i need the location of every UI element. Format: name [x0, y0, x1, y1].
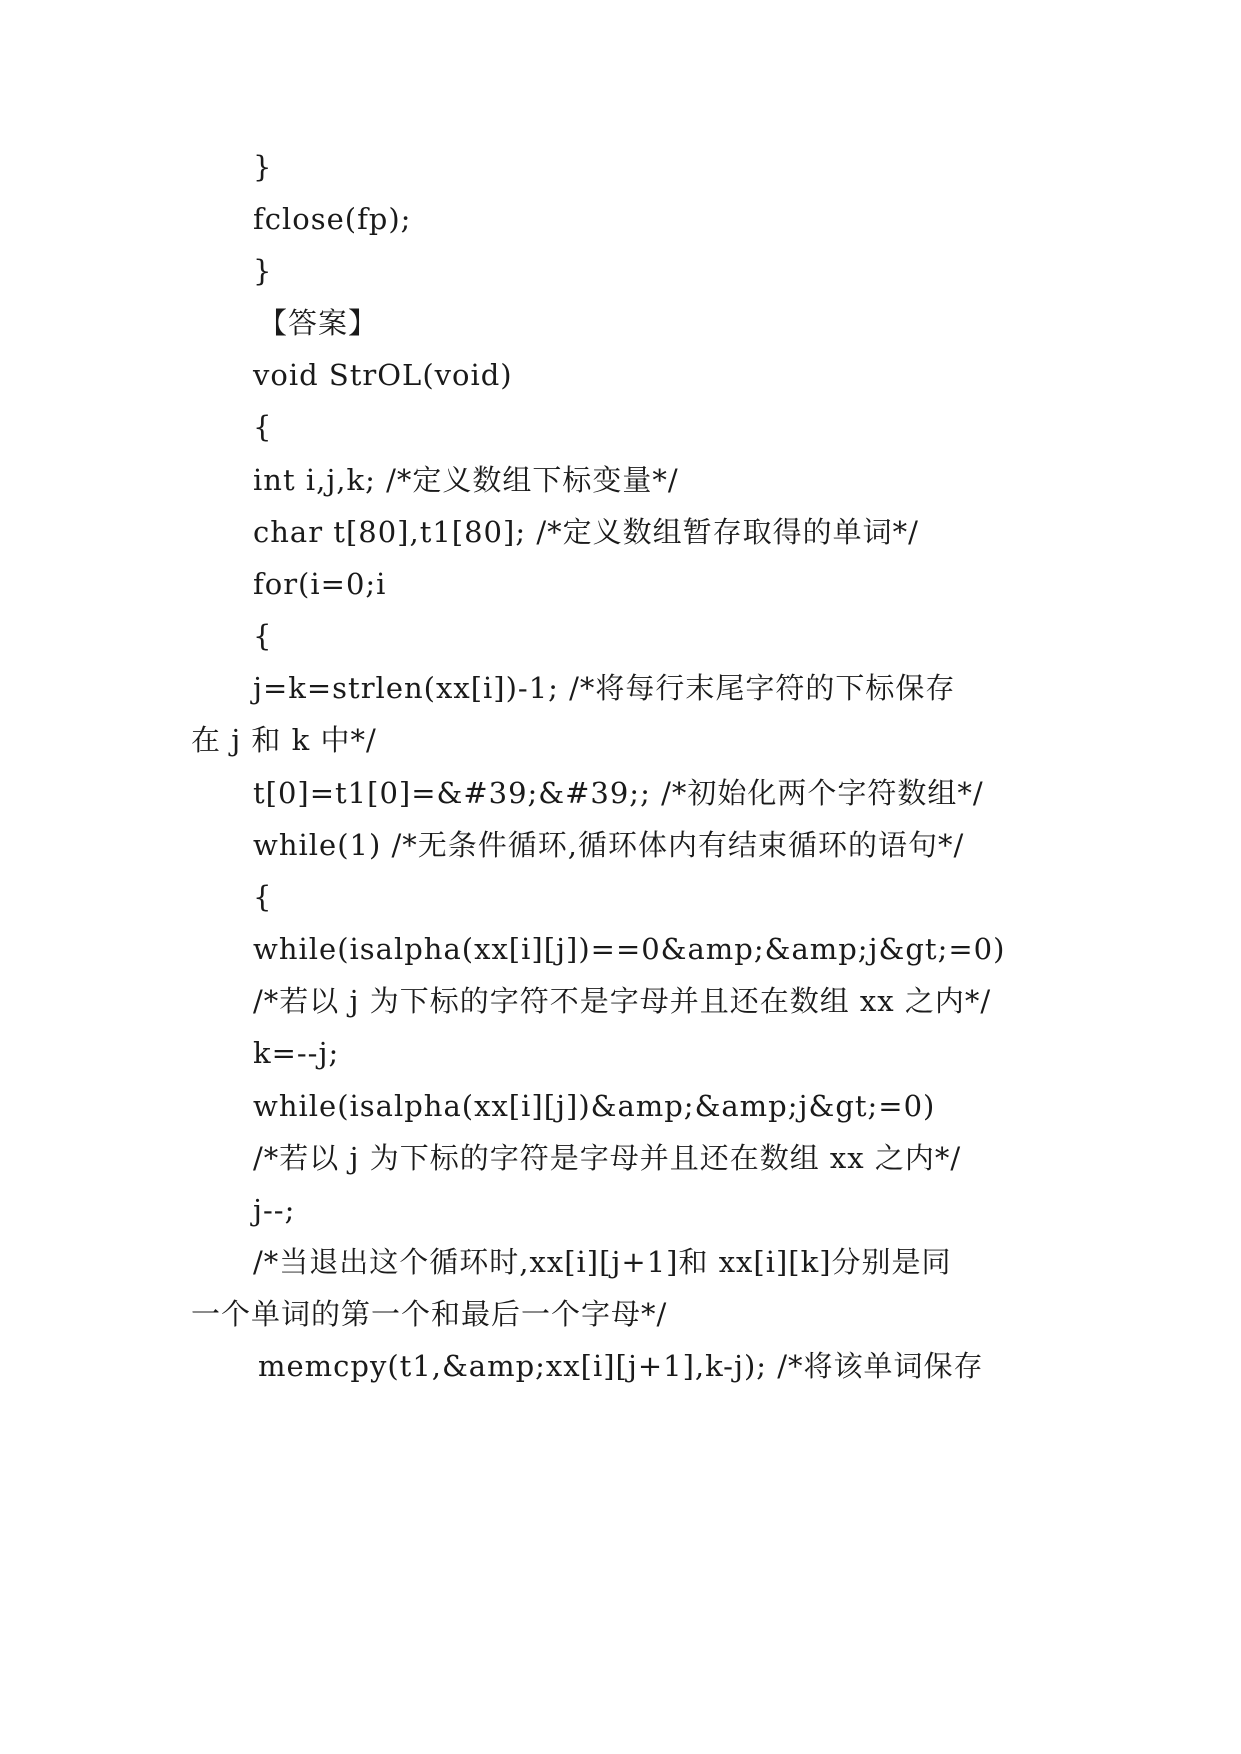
code-line-17: k=--j; — [253, 1036, 340, 1070]
code-line-15: while(isalpha(xx[i][j])==0&amp;&amp;j&gt;=0) — [253, 932, 1006, 966]
code-line-18: while(isalpha(xx[i][j])&amp;&amp;j&gt;=0) — [253, 1089, 936, 1123]
code-line-14: { — [253, 880, 273, 914]
code-line-22: memcpy(t1,&amp;xx[i][j+1],k-j); /*将该单词保存 — [258, 1349, 984, 1383]
code-line-5: void StrOL(void) — [253, 358, 513, 392]
code-line-12: t[0]=t1[0]=&#39;&#39;; /*初始化两个字符数组*/ — [253, 776, 984, 810]
code-line-13: while(1) /*无条件循环,循环体内有结束循环的语句*/ — [253, 828, 965, 862]
code-line-21-wrap: 一个单词的第一个和最后一个字母*/ — [191, 1297, 668, 1331]
code-line-2: fclose(fp); — [253, 202, 412, 236]
code-line-8: char t[80],t1[80]; /*定义数组暂存取得的单词*/ — [253, 515, 919, 549]
code-line-19: /*若以 j 为下标的字符是字母并且还在数组 xx 之内*/ — [253, 1141, 962, 1175]
code-line-9: for(i=0;i — [253, 567, 387, 601]
answer-heading: 【答案】 — [258, 306, 379, 340]
code-line-7: int i,j,k; /*定义数组下标变量*/ — [253, 463, 679, 497]
code-line-10: { — [253, 619, 273, 653]
code-line-1: } — [253, 150, 273, 184]
code-line-16: /*若以 j 为下标的字符不是字母并且还在数组 xx 之内*/ — [253, 984, 992, 1018]
code-line-6: { — [253, 410, 273, 444]
code-line-21: /*当退出这个循环时,xx[i][j+1]和 xx[i][k]分别是同 — [253, 1245, 952, 1279]
code-line-3: } — [253, 254, 273, 288]
code-line-11-wrap: 在 j 和 k 中*/ — [191, 723, 377, 757]
code-line-11: j=k=strlen(xx[i])-1; /*将每行末尾字符的下标保存 — [253, 671, 956, 705]
code-line-20: j--; — [253, 1193, 296, 1227]
